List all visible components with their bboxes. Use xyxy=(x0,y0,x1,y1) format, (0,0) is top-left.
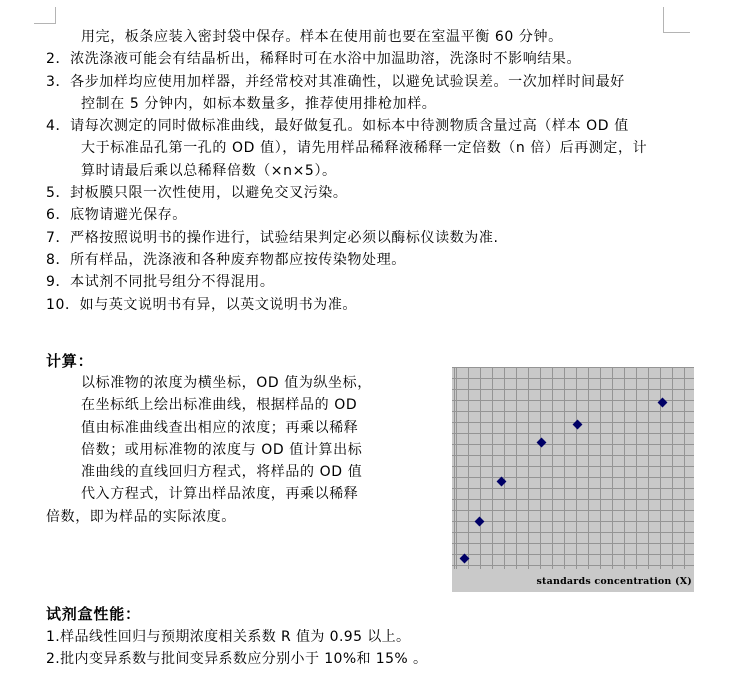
chart-grid xyxy=(452,367,694,569)
calculation-paragraph xyxy=(46,372,372,528)
calculation-heading: 计算： xyxy=(46,352,94,370)
notes-list-line: 用完，板条应装入密封袋中保存。样本在使用前也要在室温平衡 60 分钟。 xyxy=(81,29,563,45)
notes-list-line: 10．如与英文说明书有异，以英文说明书为准。 xyxy=(46,296,358,313)
calculation-line: 准曲线的直线回归方程式，将样品的 OD 值 xyxy=(81,464,363,481)
x-axis-label: standards concentration (X) xyxy=(536,576,692,587)
text-boundary-corner-right xyxy=(663,7,690,33)
notes-list-line: 3．各步加样均应使用加样器，并经常校对其准确性，以避免试验误差。一次加样时间最好 xyxy=(46,73,625,90)
notes-list-line: 大于标准品孔第一孔的 OD 值），请先用样品稀释液稀释一定倍数（n 倍）后再测定，计 xyxy=(81,140,648,157)
notes-list-line: 控制在 5 分钟内，如标本数量多，推荐使用排枪加样。 xyxy=(81,95,437,112)
notes-list-line: 5．封板膜只限一次性使用，以避免交叉污染。 xyxy=(46,185,348,202)
standard-curve-chart xyxy=(452,367,694,592)
calculation-line: 倍数，即为样品的实际浓度。 xyxy=(46,508,236,525)
notes-list-line: 算时请最后乘以总稀释倍数（×n×5）。 xyxy=(81,162,337,179)
calculation-line: 倍数；或用标准物的浓度与 OD 值计算出标 xyxy=(81,441,363,458)
performance-heading: 试剂盒性能： xyxy=(46,605,141,623)
performance-line: 1.样品线性回归与预期浓度相关系数 R 值为 0.95 以上。 xyxy=(46,629,411,645)
calculation-line: 以标准物的浓度为横坐标，OD 值为纵坐标， xyxy=(81,375,372,391)
calculation-line: 在坐标纸上绘出标准曲线，根据样品的 OD xyxy=(81,397,358,414)
calculation-line: 值由标准曲线查出相应的浓度；再乘以稀释 xyxy=(81,419,359,436)
notes-list-line: 7．严格按照说明书的操作进行，试验结果判定必须以酶标仪读数为准. xyxy=(46,229,499,246)
notes-list-line: 2．浓洗涤液可能会有结晶析出，稀释时可在水浴中加温助溶，洗涤时不影响结果。 xyxy=(46,51,582,68)
text-boundary-corner-left xyxy=(34,7,56,24)
notes-list xyxy=(46,26,647,316)
notes-list-line: 9．本试剂不同批号组分不得混用。 xyxy=(46,274,275,291)
notes-list-line: 6．底物请避光保存。 xyxy=(46,207,187,224)
performance-line: 2.批内变异系数与批间变异系数应分别小于 10%和 15% 。 xyxy=(46,651,428,668)
notes-list-line: 4．请每次测定的同时做标准曲线，最好做复孔。如标本中待测物质含量过高（样本 OD 值 xyxy=(46,118,629,135)
notes-list-line: 8．所有样品，洗涤液和各种废弃物都应按传染物处理。 xyxy=(46,251,406,268)
performance-list xyxy=(46,626,427,671)
calculation-line: 代入方程式，计算出样品浓度，再乘以稀释 xyxy=(81,486,359,503)
